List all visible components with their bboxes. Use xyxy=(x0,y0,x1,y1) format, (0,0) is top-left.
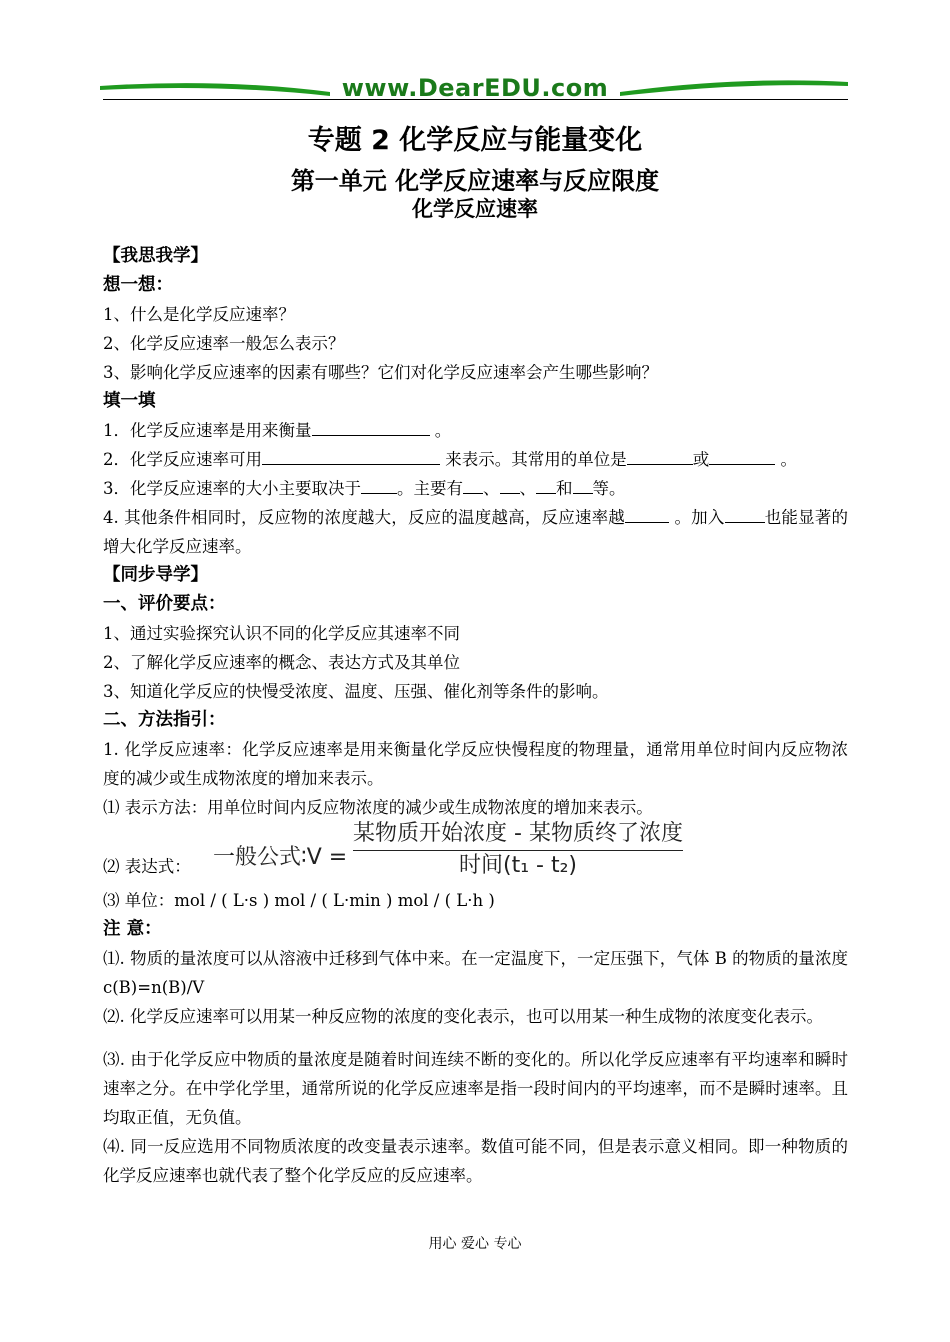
title-block xyxy=(0,118,950,222)
think-item: 3、影响化学反应速率的因素有哪些？它们对化学反应速率会产生哪些影响？ xyxy=(103,363,658,382)
wosi-heading: 【我思我学】 xyxy=(103,246,208,266)
fill-blank[interactable] xyxy=(361,475,397,494)
site-logo: www.DearEDU.com xyxy=(341,74,609,102)
section-title: 化学反应速率 xyxy=(412,197,538,221)
fill-text: 。主要有 xyxy=(397,479,463,498)
fill-text: 等。 xyxy=(592,479,626,498)
fill-text: 来表示。其常用的单位是 xyxy=(445,450,627,469)
fill-text: 。 xyxy=(780,450,797,469)
doc-body xyxy=(103,242,848,1190)
header-logo-band xyxy=(100,70,850,110)
fill-item-2 xyxy=(103,445,848,474)
fill-blank[interactable] xyxy=(500,475,520,494)
fill-blank[interactable] xyxy=(463,475,483,494)
fill-item-4 xyxy=(103,503,848,561)
method-heading: 二、方法指引： xyxy=(103,710,226,730)
formula-denominator: 时间(t₁ - t₂) xyxy=(459,853,577,878)
think-heading: 想一想： xyxy=(103,275,173,295)
eval-item: 2、了解化学反应速率的概念、表达方式及其单位 xyxy=(103,653,460,672)
think-item: 2、化学反应速率一般怎么表示？ xyxy=(103,334,345,353)
fill-text: 和 xyxy=(556,479,573,498)
fill-item-3 xyxy=(103,474,848,503)
note-1: ⑴. 物质的量浓度可以从溶液中迁移到气体中来。在一定温度下，一定压强下，气体 B 的物质的量浓度 c(B)=n(B)/V xyxy=(103,949,848,997)
fill-text: 。加入 xyxy=(674,508,725,527)
note-4: ⑷. 同一反应选用不同物质浓度的改变量表示速率。数值可能不同，但是表示意义相同。即一种物质的化学反应速率也就代表了整个化学反应的反应速率。 xyxy=(103,1137,848,1185)
unit-title: 第一单元 化学反应速率与反应限度 xyxy=(290,167,660,195)
fill-heading: 填一填 xyxy=(103,391,156,411)
fill-blank[interactable] xyxy=(573,475,593,494)
fill-blank[interactable] xyxy=(312,417,430,436)
fill-text: 也能显著的增大化学反应速率。 xyxy=(103,508,849,556)
fill-blank[interactable] xyxy=(625,504,669,523)
method-2: ⑴ 表示方法：用单位时间内反应物浓度的减少或生成物浓度的增加来表示。 xyxy=(103,798,653,817)
method-1: 1. 化学反应速率：化学反应速率是用来衡量化学反应快慢程度的物理量，通常用单位时间内反应物浓度的减少或生成物浓度的增加来表示。 xyxy=(103,740,848,788)
fill-blank[interactable] xyxy=(709,446,775,465)
page-footer: 用心 爱心 专心 xyxy=(428,1236,522,1252)
header-rule xyxy=(103,99,848,100)
fill-blank[interactable] xyxy=(725,504,765,523)
fill-text: 2．化学反应速率可用 xyxy=(103,450,262,469)
eval-item: 3、知道化学反应的快慢受浓度、温度、压强、催化剂等条件的影响。 xyxy=(103,682,609,701)
formula-prefix: 一般公式∶V = xyxy=(213,845,348,870)
fill-text: 。 xyxy=(434,421,452,440)
eval-heading: 一、评价要点： xyxy=(103,594,226,614)
fill-blank[interactable] xyxy=(627,446,693,465)
fill-blank[interactable] xyxy=(536,475,556,494)
fill-text: 或 xyxy=(692,450,710,469)
fill-text: 3．化学反应速率的大小主要取决于 xyxy=(103,479,361,498)
expr-label: ⑵ 表达式： xyxy=(103,857,191,876)
formula-fraction xyxy=(353,820,683,881)
formula-row xyxy=(103,822,848,882)
note-3: ⑶. 由于化学反应中物质的量浓度是随着时间连续不断的变化的。所以化学反应速率有平均速率和瞬时速率之分。在中学化学里，通常所说的化学反应速率是指一段时间内的平均速率，而不是瞬时速率。且均取正值，无负值。 xyxy=(103,1050,848,1127)
fill-blank[interactable] xyxy=(262,446,440,465)
units-line: ⑶ 单位：mol / ( L·s ) mol / ( L·min ) mol / ( L·h ) xyxy=(103,891,495,910)
fill-text: 1．化学反应速率是用来衡量 xyxy=(103,421,312,440)
fill-item-1 xyxy=(103,416,848,445)
fill-text: 、 xyxy=(483,479,500,498)
tongbu-heading: 【同步导学】 xyxy=(103,565,208,585)
doc-title: 专题 2 化学反应与能量变化 xyxy=(307,125,643,156)
fill-text: 、 xyxy=(519,479,536,498)
formula-numerator: 某物质开始浓度 - 某物质终了浓度 xyxy=(353,820,683,851)
note-heading: 注 意： xyxy=(103,919,162,939)
fill-text: 4. 其他条件相同时，反应物的浓度越大，反应的温度越高，反应速率越 xyxy=(103,508,625,527)
eval-item: 1、通过实验探究认识不同的化学反应其速率不同 xyxy=(103,624,460,643)
note-2: ⑵. 化学反应速率可以用某一种反应物的浓度的变化表示，也可以用某一种生成物的浓度变化表示。 xyxy=(103,1007,823,1026)
think-item: 1、什么是化学反应速率？ xyxy=(103,305,295,324)
